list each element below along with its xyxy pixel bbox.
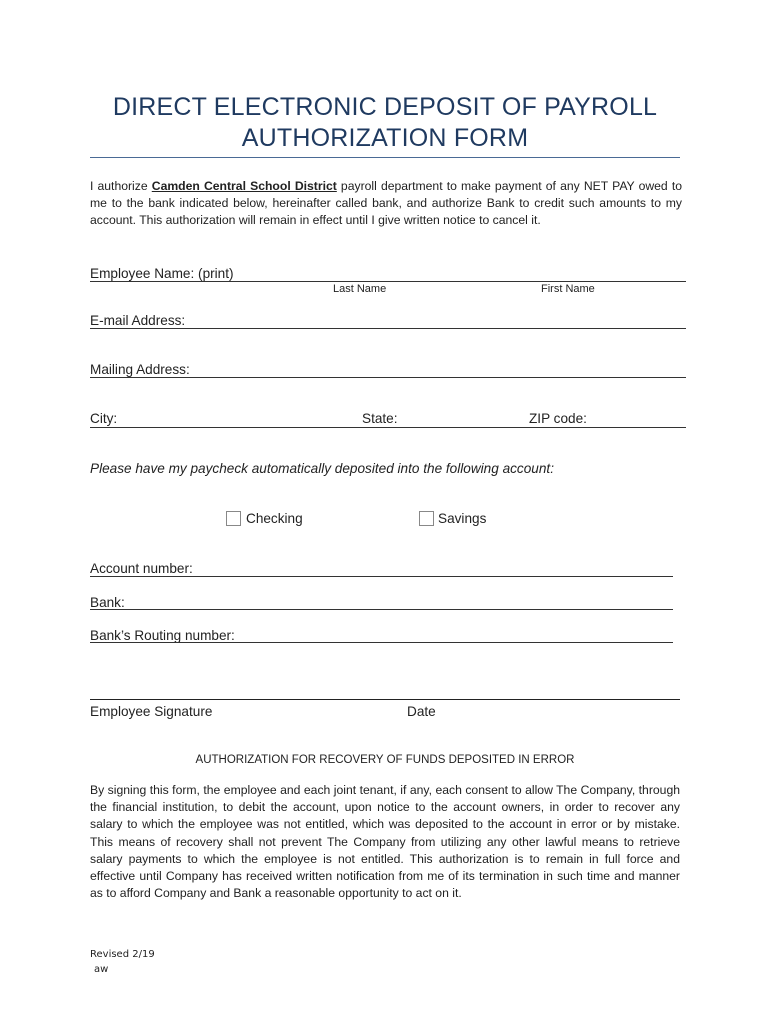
city-state-zip-field[interactable]: [90, 427, 686, 428]
savings-checkbox[interactable]: [419, 511, 434, 526]
title-divider: [90, 157, 680, 158]
employee-name-label: Employee Name: (print): [90, 266, 234, 281]
account-number-label: Account number:: [90, 561, 193, 576]
organization-name: Camden Central School District: [151, 179, 337, 193]
intro-paragraph: [90, 178, 682, 229]
first-name-caption: First Name: [541, 283, 595, 295]
title-line-1: DIRECT ELECTRONIC DEPOSIT OF PAYROLL: [112, 93, 658, 121]
mailing-address-field[interactable]: [90, 377, 686, 378]
title-line-2: AUTHORIZATION FORM: [241, 124, 529, 152]
checking-label: Checking: [246, 511, 303, 526]
email-field[interactable]: [90, 328, 686, 329]
intro-post: payroll department to make payment of any NET PAY owed to me to the bank indicated below, hereinafter called bank, and authorize Bank to credit such amounts to my account. This authorization will remain in effect until I give written notice to cancel it.: [90, 179, 682, 227]
employee-name-field[interactable]: [90, 281, 686, 282]
account-number-field[interactable]: [90, 576, 673, 577]
savings-label: Savings: [438, 511, 487, 526]
recovery-heading: AUTHORIZATION FOR RECOVERY OF FUNDS DEPOSITED IN ERROR: [195, 754, 575, 766]
zip-label: ZIP code:: [529, 411, 587, 426]
date-label: Date: [407, 704, 436, 719]
recovery-paragraph: By signing this form, the employee and each joint tenant, if any, each consent to allow The Company, through the financial institution, to debit the account, upon notice to the account owners, in order to recover any salary to which the employee was not entitled, which was deposited to the account in error or by mistake. This means of recovery shall not prevent The Company from utilizing any other lawful means to retrieve salary payments to which the employee is not entitled. This authorization is to remain in full force and effective until Company has received written notification from me of its termination in such time and manner as to afford Company and Bank a reasonable opportunity to act on it.: [90, 783, 680, 901]
deposit-instruction: Please have my paycheck automatically deposited into the following account:: [90, 461, 554, 476]
revised-note: Revised 2/19: [90, 949, 155, 960]
intro-pre: I authorize: [90, 179, 152, 193]
city-label: City:: [90, 411, 118, 426]
state-label: State:: [362, 411, 398, 426]
signature-line[interactable]: [90, 699, 680, 700]
bank-label: Bank:: [90, 595, 125, 610]
author-initials: aw: [94, 964, 109, 975]
routing-number-label: Bank’s Routing number:: [90, 628, 235, 643]
checking-checkbox[interactable]: [226, 511, 241, 526]
bank-field[interactable]: [90, 609, 673, 610]
routing-number-field[interactable]: [90, 642, 673, 643]
employee-signature-label: Employee Signature: [90, 704, 213, 719]
mailing-address-label: Mailing Address:: [90, 362, 190, 377]
form-title: [90, 92, 680, 154]
last-name-caption: Last Name: [333, 283, 387, 295]
email-label: E-mail Address:: [90, 313, 186, 328]
